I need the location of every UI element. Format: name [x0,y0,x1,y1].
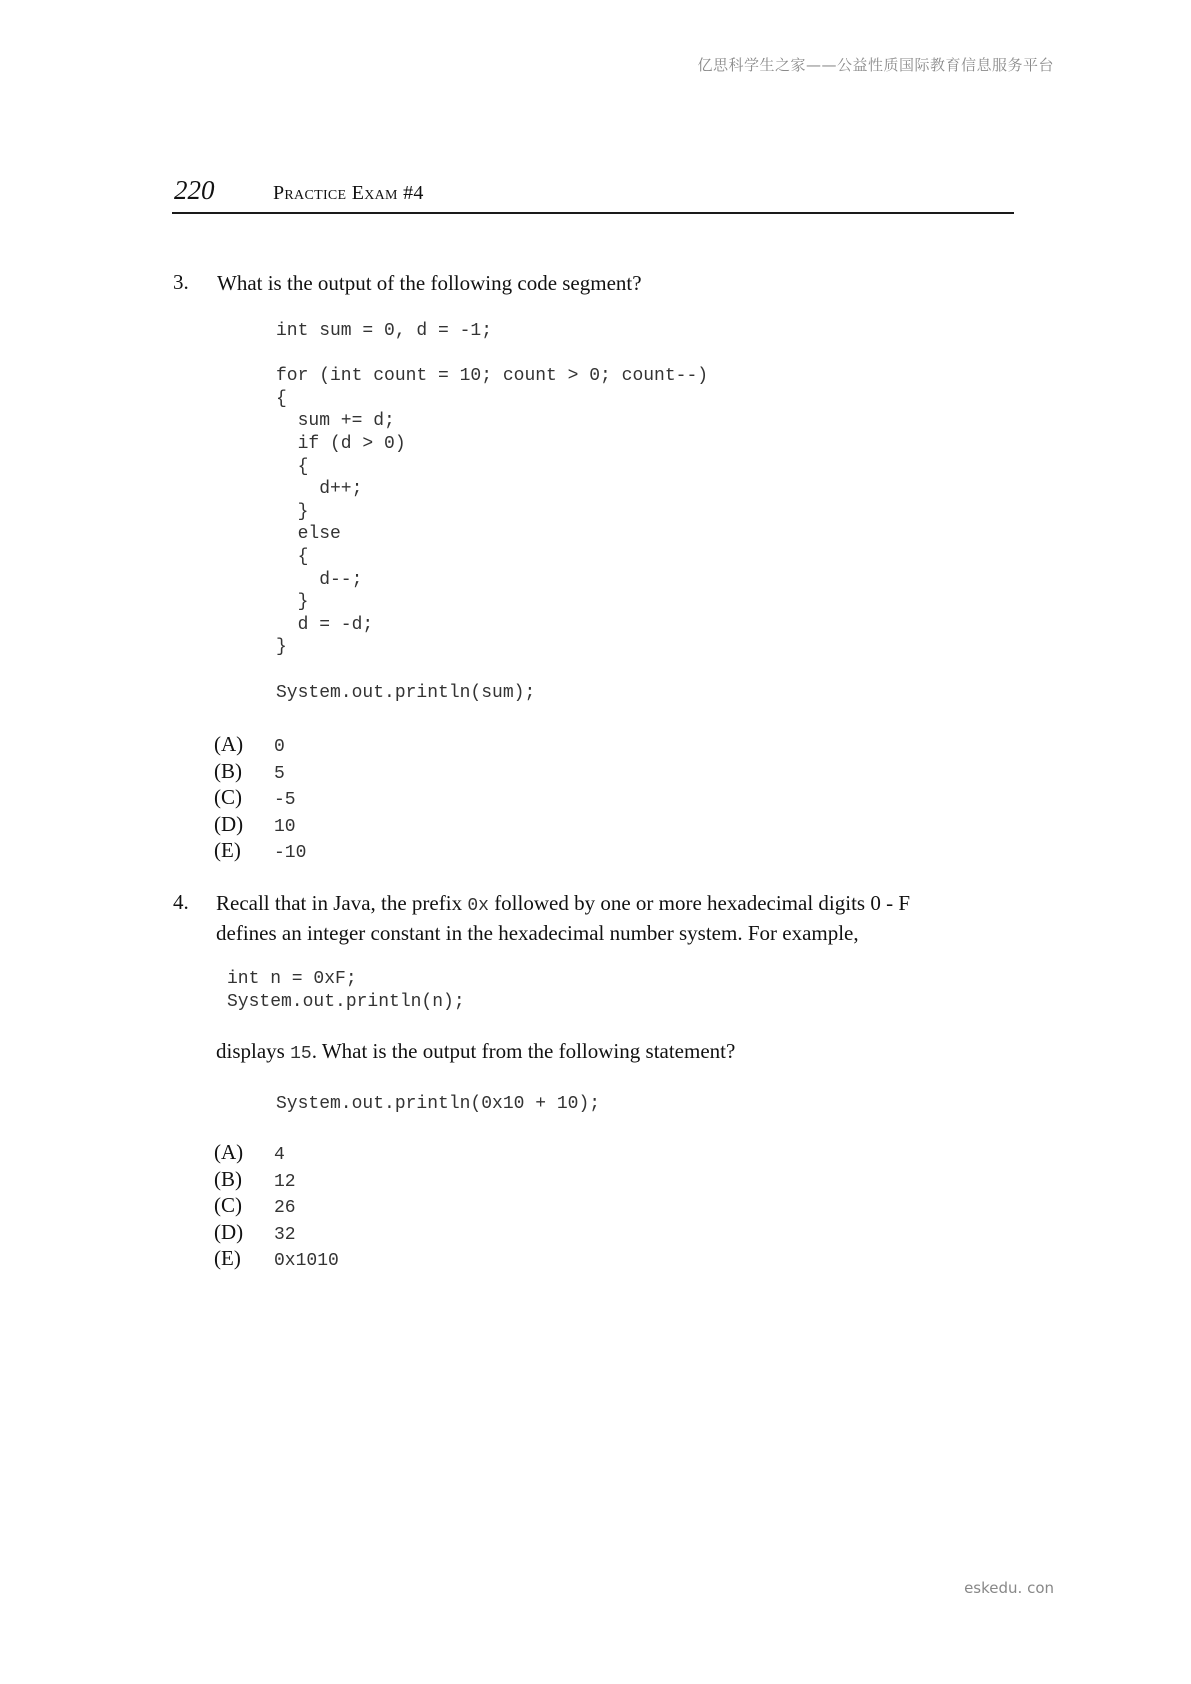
prompt-text: defines an integer constant in the hexadecimal number system. For example, [216,921,859,945]
choice-value: 26 [274,1198,296,1218]
choice-label: (E) [214,1246,241,1270]
code-line: System.out.println(sum); [276,682,536,703]
code-line: d--; [276,569,363,590]
choice-label: (A) [214,732,244,756]
choice-label: (B) [214,1166,242,1191]
code-line: { [276,456,309,477]
displays-sentence [216,1038,735,1068]
choice-value: 4 [274,1145,285,1165]
question-prompt: What is the output of the following code segment? [217,271,642,295]
answer-choice-b [214,1167,339,1194]
choice-label: (D) [214,1219,244,1244]
choice-value: 5 [274,763,285,784]
code-line: int n = 0xF; [227,969,357,989]
page-header [172,172,1014,214]
code-line: { [276,388,287,409]
footer-mark: eskedu. con [964,1579,1054,1597]
answer-choice-a [214,732,306,759]
prompt-text: Recall that in Java, the prefix [216,891,468,915]
answer-choice-d [214,812,306,839]
choice-value: -10 [274,843,307,863]
answer-choice-a [214,1140,339,1167]
code-line: } [276,501,309,522]
answer-choice-c [214,785,306,812]
page-number: 220 [174,175,215,205]
prompt-text: . What is the output from the following statement? [311,1039,736,1063]
choice-label: (A) [214,1140,244,1164]
code-line: d = -d; [276,614,374,635]
code-line: int sum = 0, d = -1; [276,321,493,341]
code-line: { [276,546,309,567]
choice-value: 0x1010 [274,1251,339,1271]
code-line: for (int count = 10; count > 0; count--) [276,366,709,387]
choice-value: 12 [274,1171,296,1192]
choice-label: (C) [214,785,242,809]
question-number: 3. [173,270,189,294]
code-line: } [276,592,309,613]
prompt-text: displays [216,1039,291,1063]
answer-choices [214,732,306,865]
prompt-text: followed by one or more hexadecimal digits 0 - F [488,891,911,915]
answer-choice-e [214,1246,339,1273]
running-head: Practice Exam #4 [273,182,424,204]
choice-value: 0 [274,737,285,757]
code-line: d++; [276,479,363,500]
code-line: System.out.println(n); [227,991,465,1012]
choice-value: -5 [274,790,296,810]
statement-code: System.out.println(0x10 + 10); [276,1094,601,1114]
code-line: if (d > 0) [276,433,406,454]
choice-value: 32 [274,1224,296,1245]
inline-code: 0x [467,896,489,916]
example-code-block [227,968,465,1013]
code-line: sum += d; [276,411,395,432]
choice-label: (B) [214,758,242,783]
question-number: 4. [173,890,189,914]
code-line: else [276,524,341,545]
code-line: } [276,637,287,658]
answer-choice-e [214,838,306,865]
choice-value: 10 [274,816,296,837]
answer-choice-d [214,1220,339,1247]
answer-choice-b [214,759,306,786]
inline-code: 15 [290,1044,312,1064]
watermark-text: 亿思科学生之家——公益性质国际教育信息服务平台 [697,56,1054,74]
choice-label: (D) [214,811,244,836]
choice-label: (C) [214,1193,242,1217]
answer-choice-c [214,1193,339,1220]
choice-label: (E) [214,838,241,862]
question-prompt [216,890,996,947]
code-block [276,320,708,704]
answer-choices [214,1140,339,1273]
